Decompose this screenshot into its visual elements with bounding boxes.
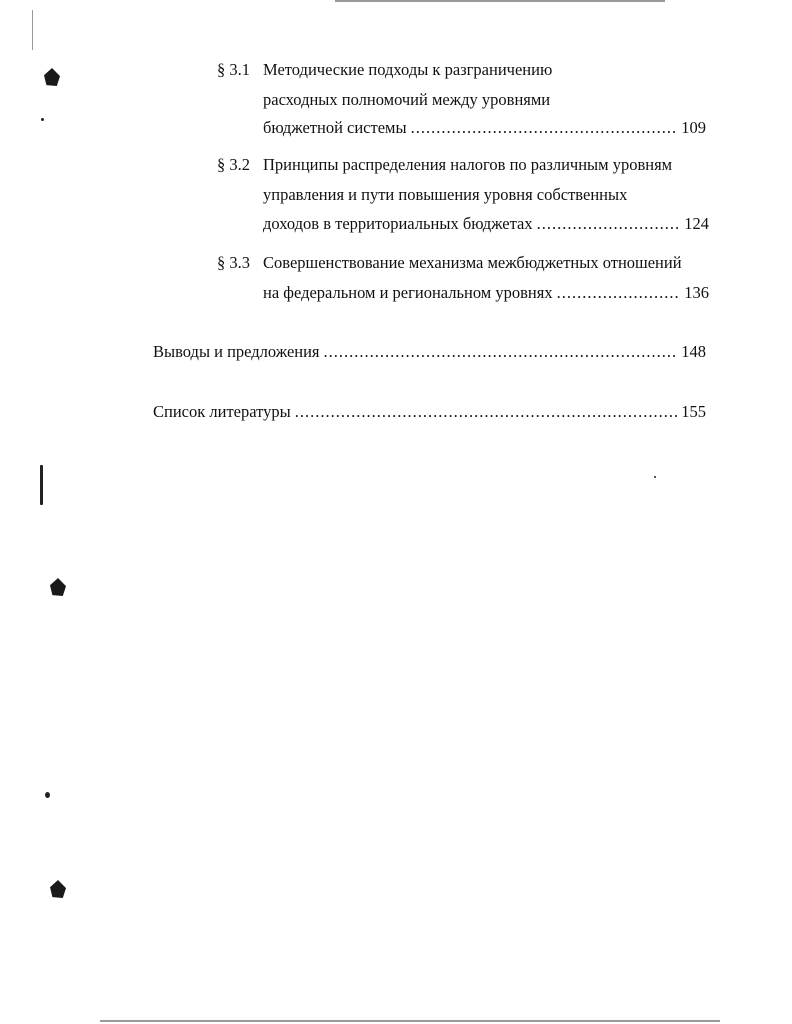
scan-edge-top (335, 0, 665, 2)
toc-entry-3-1[interactable] (263, 118, 706, 138)
toc-entry-3-3[interactable] (263, 283, 709, 303)
toc-page-number: 109 (681, 118, 706, 137)
toc-chapter-title: Выводы и предложения (153, 342, 320, 361)
toc-section-title-line: Принципы распределения налогов по различным уровням (263, 155, 673, 174)
punch-hole-mark (44, 68, 60, 86)
toc-section-title-line: управления и пути повышения уровня собственных (263, 185, 628, 204)
dot-leader (324, 342, 678, 362)
toc-page-number: 136 (684, 283, 709, 302)
scan-speck (654, 476, 656, 478)
toc-page-number: 148 (681, 342, 706, 361)
toc-section-title-last: на федеральном и региональном уровнях (263, 283, 553, 302)
toc-entry-3-2[interactable] (263, 214, 709, 234)
scan-speck (40, 465, 43, 505)
scan-speck (41, 118, 44, 121)
scan-edge-bottom (100, 1020, 720, 1022)
dot-leader (537, 214, 681, 234)
scan-edge-left (32, 10, 33, 50)
toc-section-title-line: Совершенствование механизма межбюджетных отношений (263, 253, 682, 272)
toc-page-number: 155 (681, 402, 706, 421)
toc-chapter-title: Список литературы (153, 402, 291, 421)
toc-section-title-last: бюджетной системы (263, 118, 407, 137)
dot-leader (411, 118, 678, 138)
toc-section-title-line: Методические подходы к разграничению (263, 60, 553, 79)
punch-hole-mark (50, 578, 66, 596)
toc-entry-conclusions[interactable] (153, 342, 706, 362)
toc-section-number: § 3.3 (217, 253, 250, 272)
punch-hole-mark (50, 880, 66, 898)
toc-section-title-last: доходов в территориальных бюджетах (263, 214, 533, 233)
toc-section-number: § 3.1 (217, 60, 250, 79)
toc-entry-references[interactable] (153, 402, 706, 422)
toc-page-number: 124 (684, 214, 709, 233)
dot-leader (295, 402, 678, 422)
dot-leader (557, 283, 681, 303)
scan-speck (45, 792, 50, 798)
toc-section-title-line: расходных полномочий между уровнями (263, 90, 551, 109)
toc-section-number: § 3.2 (217, 155, 250, 174)
